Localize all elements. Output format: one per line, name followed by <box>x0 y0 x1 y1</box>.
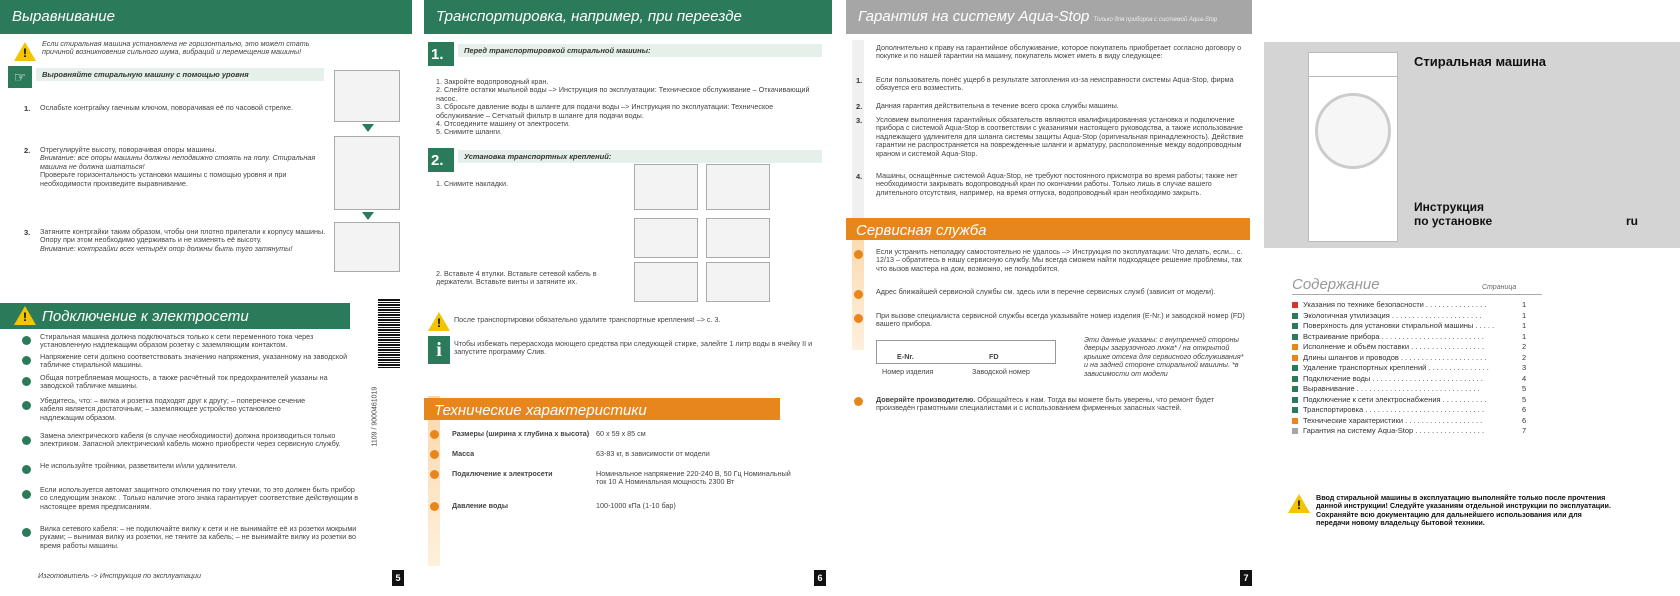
bullet-dot <box>22 377 31 386</box>
washing-machine-image <box>1308 52 1398 242</box>
bullet-dot <box>22 465 31 474</box>
toc-color-marker <box>1292 344 1298 350</box>
section-before-transport: Перед транспортировкой стиральной машины: <box>458 44 822 57</box>
toc-title: Содержание <box>1292 276 1380 293</box>
image-foot-wrench <box>334 70 400 122</box>
transport-warning: После транспортировки обязательно удалите транспортные крепления! –> с. 3. <box>454 315 721 324</box>
toc-item-page: 6 <box>1522 405 1527 414</box>
toc-color-marker <box>1292 323 1298 329</box>
transport-steps: 1. Закройте водопроводный кран. 2. Слейте остатки мыльной воды –> Инструкция по эксплуатации: Техническое обслуживание – Откачивающий насос. 3. Сбросьте давление воды в шланге для подачи воды –> Инструкция по эксплуатации: Техническое обслуживание – Сетчатый фильтр в шланге для подачи воды. 4. Отсоедините машину от электросети. 5. Снимите шланги. <box>436 77 810 137</box>
toc-item-label: Встраивание прибора . . . . . . . . . . . . . . . . . . . . . . . . . <box>1303 331 1484 341</box>
toc-item-page: 1 <box>1522 321 1527 330</box>
page-number: 5 <box>392 570 404 586</box>
toc-item[interactable] <box>1292 395 1552 406</box>
cover-bottom-warning: Ввод стиральной машины в эксплуатацию выполняйте только после прочтения данной инструкции! Следуйте указаниям отдельной инструкции по эксплуатации. Сохраняйте всю документацию для дальнейшего использования или для передачи новому владельцу бытовой техники. <box>1316 493 1611 528</box>
image-bolts-3 <box>634 262 698 302</box>
image-caps <box>634 164 698 210</box>
toc-item[interactable] <box>1292 405 1552 416</box>
gray-stripe <box>852 40 864 220</box>
cover-title: Стиральная машина <box>1414 54 1547 69</box>
toc-color-marker <box>1292 428 1298 434</box>
header-transport: Транспортировка, например, при переезде <box>424 0 832 34</box>
info-text: Чтобы избежать перерасхода моющего средства при следующей стирке, залейте 1 литр воды в ячейку II и запустите программу Слив. <box>454 339 813 357</box>
step-3-text: Затяните контргайки таким образом, чтобы они плотно прилегали к корпусу машины. Опору при этом необходимо удерживать и не изменять её высоту. Внимание: контргайки всех четырёх опор должны быть туго затянуты! <box>40 227 326 253</box>
header-electrical: Подключение к электросети <box>0 303 350 329</box>
enr-fd-box: E-Nr. FD <box>876 340 1056 364</box>
bullet-dot <box>854 397 863 406</box>
footer-note: Изготовитель -> Инструкция по эксплуатации <box>38 571 201 580</box>
toc-item-page: 1 <box>1522 310 1527 320</box>
bullet-dot <box>430 430 439 439</box>
toc-item-page: 3 <box>1522 363 1527 372</box>
bullet-dot <box>22 436 31 445</box>
language-code: ru <box>1626 214 1638 228</box>
header-service: Сервисная служба <box>846 218 1250 240</box>
id-note: Эти данные указаны: с внутренней стороны дверцы загрузочного люка* / на открытой крышке отсека для сервисного обслуживания* и на задней стороне стиральной машины. *в зависимости от модели <box>1084 335 1244 378</box>
toc-divider <box>1292 294 1542 295</box>
header-aqua-stop: Гарантия на систему Aqua-Stop Только для приборов с системой Aqua-Stop <box>846 0 1252 34</box>
section-install-brackets: Установка транспортных креплений: <box>458 150 822 163</box>
toc-item[interactable] <box>1292 321 1552 332</box>
cover-subtitle-2: по установке <box>1414 214 1493 228</box>
bullet-dot <box>22 528 31 537</box>
barcode <box>378 298 400 368</box>
toc-color-marker <box>1292 313 1298 319</box>
bullet-dot <box>854 250 863 259</box>
toc-color-marker <box>1292 302 1298 308</box>
toc-item-label: Технические характеристики . . . . . . . . . . . . . . . . . . . <box>1303 415 1483 425</box>
toc-color-marker <box>1292 365 1298 371</box>
toc-item-page: 1 <box>1522 331 1527 341</box>
toc-item-label: Гарантия на систему Aqua-Stop . . . . . . . . . . . . . . . . . <box>1303 426 1485 435</box>
header-tech-specs: Технические характеристики <box>424 398 780 420</box>
step-box-1: 1. <box>428 42 454 66</box>
toc-item-page: 5 <box>1522 394 1527 404</box>
toc-color-marker <box>1292 418 1298 424</box>
toc-item[interactable] <box>1292 311 1552 322</box>
toc-item-label: Подключение воды . . . . . . . . . . . . . . . . . . . . . . . . . . . <box>1303 373 1483 383</box>
toc-item-page: 2 <box>1522 352 1527 362</box>
level-icon: ☞ <box>8 66 32 88</box>
level-title: Выровняйте стиральную машину с помощью уровня <box>36 68 324 81</box>
toc-item-label: Удаление транспортных креплений . . . . . . . . . . . . . . . <box>1303 363 1489 372</box>
leveling-warning: Если стиральная машина установлена не горизонтально, это может стать причиной возникновения сильного шума, вибраций и перемещения машины! <box>42 39 310 57</box>
toc-item-label: Транспортировка . . . . . . . . . . . . . . . . . . . . . . . . . . . . . <box>1303 405 1485 414</box>
bullet-dot <box>430 450 439 459</box>
page-number: 7 <box>1240 570 1252 586</box>
warning-icon <box>428 312 450 331</box>
toc-item-page: 2 <box>1522 342 1527 351</box>
image-cable <box>706 164 770 210</box>
image-bolts-2 <box>706 218 770 258</box>
toc-item-label: Экологичная утилизация . . . . . . . . . . . . . . . . . . . . . . <box>1303 310 1482 320</box>
toc-color-marker <box>1292 397 1298 403</box>
bullet-dot <box>854 314 863 323</box>
toc-color-marker <box>1292 386 1298 392</box>
toc-color-marker <box>1292 334 1298 340</box>
trust-text: Доверяйте производителю. Обращайтесь к нам. Тогда вы можете быть уверены, что ремонт будет произведён грамотными специалистами и с использованием фирменных запасных частей. <box>876 395 1214 413</box>
toc-item[interactable] <box>1292 332 1552 343</box>
machine-panel <box>1309 53 1397 77</box>
toc-item[interactable] <box>1292 342 1552 353</box>
bullet-dot <box>22 336 31 345</box>
bullet-dot <box>22 356 31 365</box>
install-step-1: 1. Снимите накладки. <box>436 179 509 188</box>
step-1-text: Ослабьте контргайку гаечным ключом, поворачивая её по часовой стрелке. <box>40 103 293 112</box>
toc-item[interactable] <box>1292 426 1552 437</box>
toc-item-label: Длины шлангов и проводов . . . . . . . . . . . . . . . . . . . . . <box>1303 352 1487 362</box>
toc-item-label: Исполнение и объём поставки . . . . . . . . . . . . . . . . . . <box>1303 342 1485 351</box>
bullet-dot <box>430 502 439 511</box>
toc-item-label: Выравнивание . . . . . . . . . . . . . . . . . . . . . . . . . . . . . . <box>1303 384 1480 393</box>
toc-item[interactable] <box>1292 374 1552 385</box>
toc-item[interactable] <box>1292 300 1552 311</box>
toc-item[interactable] <box>1292 384 1552 395</box>
header-leveling: Выравнивание <box>0 0 412 34</box>
toc-color-marker <box>1292 407 1298 413</box>
image-machine-level <box>334 136 400 210</box>
barcode-text: 1109 / 9000461019 <box>371 386 379 447</box>
page-6: Транспортировка, например, при переезде 1. Перед транспортировкой стиральной машины: 1. Закройте водопроводный кран. 2. Слейте остатки мыльной воды –> Инструкция по эксплуатации: Техническое обслуживание – Откачивающий насос. 3. Сбросьте давление воды в шланге для подачи воды –> Инструкция по эксплуатации: Техническое обслуживание – Сетчатый фильтр в шланге для подачи воды. 4. Отсоедините машину от электросети. 5. Снимите шланги. 2. Установка транспортных креплений: 1. Снимите накладки. 2. Вставьте 4 втулки. Вставьте сетевой кабель в держатели. Вставьте винты и затяните их. ! После транспортировки обязательно удалите транспортные крепления! –> с. 3. i Чтобы избежать перерасхода моющего средства при следующей стирке, залейте 1 литр воды в ячейку II и запустите программу Слив. Технические характеристики Размеры (ширина x глубина x высота) 60 x 59 x 85 см Масса 63-83 кг, в зависимости от модели Подключение к электросети Номинальное напряжение 220-240 В, 50 Гц Номинальный ток 10 А Номинальная мощность 2300 Вт Давление воды 100-1000 кПа (1-10 бар) 6 <box>424 0 832 596</box>
toc-color-marker <box>1292 355 1298 361</box>
toc-list <box>1292 300 1552 437</box>
info-icon: i <box>428 336 450 364</box>
arrow-down-icon <box>362 212 374 220</box>
toc-item-page: 1 <box>1522 300 1527 309</box>
warning-icon <box>14 42 36 61</box>
bullet-dot <box>22 401 31 410</box>
step-box-2: 2. <box>428 148 454 172</box>
toc-item-page: 4 <box>1522 373 1527 383</box>
toc-item-page: 7 <box>1522 426 1527 435</box>
warning-icon <box>14 306 36 325</box>
warning-icon <box>1288 494 1310 513</box>
image-foot-tighten <box>334 222 400 272</box>
toc-page-header: Страница <box>1482 284 1517 291</box>
toc-item-label: Поверхность для установки стиральной машины . . . . . <box>1303 321 1495 330</box>
toc-color-marker <box>1292 376 1298 382</box>
cover-subtitle-1: Инструкция <box>1414 200 1485 214</box>
toc-item-label: Указания по технике безопасности . . . . . . . . . . . . . . . <box>1303 300 1487 309</box>
toc-item[interactable] <box>1292 416 1552 427</box>
page-7: Гарантия на систему Aqua-Stop Только для приборов с системой Aqua-Stop Дополнительно к праву на гарантийное обслуживание, которое покупатель приобретает согласно договору о покупке и по нашей гарантии на машину, покупатель может иметь в виду следующее: 1. Если пользователь понёс ущерб в результате затопления из-за неисправности системы Aqua-Stop, фирма обязуется его возместить. 2. Данная гарантия действительна в течение всего срока службы машины. 3. Условием выполнения гарантийных обязательств являются квалифицированная установка и подключение прибора с системой Aqua-Stop в соответствии с указаниями настоящего руководства, а также использование надлежащего удлинителя для шланга системы защиты Aqua-Stop (оригинальная принадлежность). Действие гарантии не распространяется на поврежденные шланги и арматуру, расположенные между водопроводным краном и системой Aqua-Stop. 4. Машины, оснащённые системой Aqua-Stop, не требуют постоянного присмотра во время работы; также нет необходимости закрывать водопроводный кран по окончании работы. Только лишь в случае вашего длительного отсутствия, например, на время отпуска, водопроводный кран необходимо закрыть. Сервисная служба Если устранить неполадку самостоятельно не удалось –> Инструкция по эксплуатации: Что делать, если... с. 12/13 – обратитесь в нашу сервисную службу. Мы всегда сможем найти подходящее решение проблемы, так что вызов мастера на дом, возможно, не понадобится. Адрес ближайшей сервисной службы см. здесь или в перечне сервисных служб (зависит от модели). При вызове специалиста сервисной службы всегда указывайте номер изделия (E-Nr.) и заводской номер (FD) вашего прибора. E-Nr. FD Номер изделия Заводской номер Эти данные указаны: с внутренней стороны дверцы загрузочного люка* / на открытой крышке отсека для сервисного обслуживания* и на задней стороне стиральной машины. *в зависимости от модели Доверяйте производителю. Обращайтесь к нам. Тогда вы можете быть уверены, что ремонт будет произведён грамотными специалистами и с использованием фирменных запасных частей. 7 <box>846 0 1252 596</box>
toc-item[interactable] <box>1292 353 1552 364</box>
orange-stripe <box>428 396 440 566</box>
page-5: Выравнивание ! Если стиральная машина установлена не горизонтально, это может стать причиной возникновения сильного шума, вибраций и перемещения машины! ☞ Выровняйте стиральную машину с помощью уровня 1. Ослабьте контргайку гаечным ключом, поворачивая её по часовой стрелке. 2. Отрегулируйте высоту, поворачивая опоры машины. Внимание: все опоры машины должны неподвижно стоять на полу. Стиральная машина не должна шататься! Проверьте горизонтальность установки машины с помощью уровня и при необходимости произведите выравнивание. 3. Затяните контргайки таким образом, чтобы они плотно прилегали к корпусу машины. Опору при этом необходимо удерживать и не изменять её высоту. Внимание: контргайки всех четырёх опор должны быть туго затянуты! Подключение к электросети ! Стиральная машина должна подключаться только к сети переменного тока через установленную надлежащим образом розетку с заземляющим контактом. Напряжение сети должно соответствовать значению напряжения, указанному на заводской табличке стиральной машины. Общая потребляемая мощность, а также расчётный ток предохранителей указаны на заводской табличке машины. Убедитесь, что: – вилка и розетка подходят друг к другу; – поперечное сечение кабеля является достаточным; – заземляющее устройство установлено надлежащим образом. Замена электрического кабеля (в случае необходимости) должна производиться только электриком. Запасной электрический кабель можно приобрести через сервисную службу. Не используйте тройники, разветвители и/или удлинители. Если используется автомат защитного отключения по току утечки, то это должен быть прибор со следующим знаком: . Только наличие этого знака гарантирует соответствие действующим в настоящее время предписаниям. Вилка сетевого кабеля: – не подключайте вилку к сети и не вынимайте её из розетки мокрыми руками; – вынимая вилку из розетки, не тяните за кабель; – не вынимайте вилку из розетки во время работы машины. 1109 / 9000461019 Изготовитель -> Инструкция по эксплуатации 5 <box>0 0 412 596</box>
toc-item-page: 6 <box>1522 415 1527 425</box>
page-number: 6 <box>814 570 826 586</box>
toc-item-label: Подключение к сети электроснабжения . . . . . . . . . . . <box>1303 394 1487 404</box>
image-bolts-4 <box>706 262 770 302</box>
toc-item[interactable] <box>1292 363 1552 374</box>
step-2-text: Отрегулируйте высоту, поворачивая опоры машины. Внимание: все опоры машины должны неподвижно стоять на полу. Стиральная машина не должна шататься! Проверьте горизонтальность установки машины с помощью уровня и при необходимости произведите выравнивание. <box>40 145 316 188</box>
machine-door <box>1315 93 1391 169</box>
image-bolts-1 <box>634 218 698 258</box>
bullet-dot <box>430 470 439 479</box>
bullet-dot <box>854 290 863 299</box>
install-step-2: 2. Вставьте 4 втулки. Вставьте сетевой кабель в держатели. Вставьте винты и затяните их. <box>436 269 597 287</box>
toc-item-page: 5 <box>1522 384 1527 393</box>
arrow-down-icon <box>362 124 374 132</box>
bullet-dot <box>22 490 31 499</box>
